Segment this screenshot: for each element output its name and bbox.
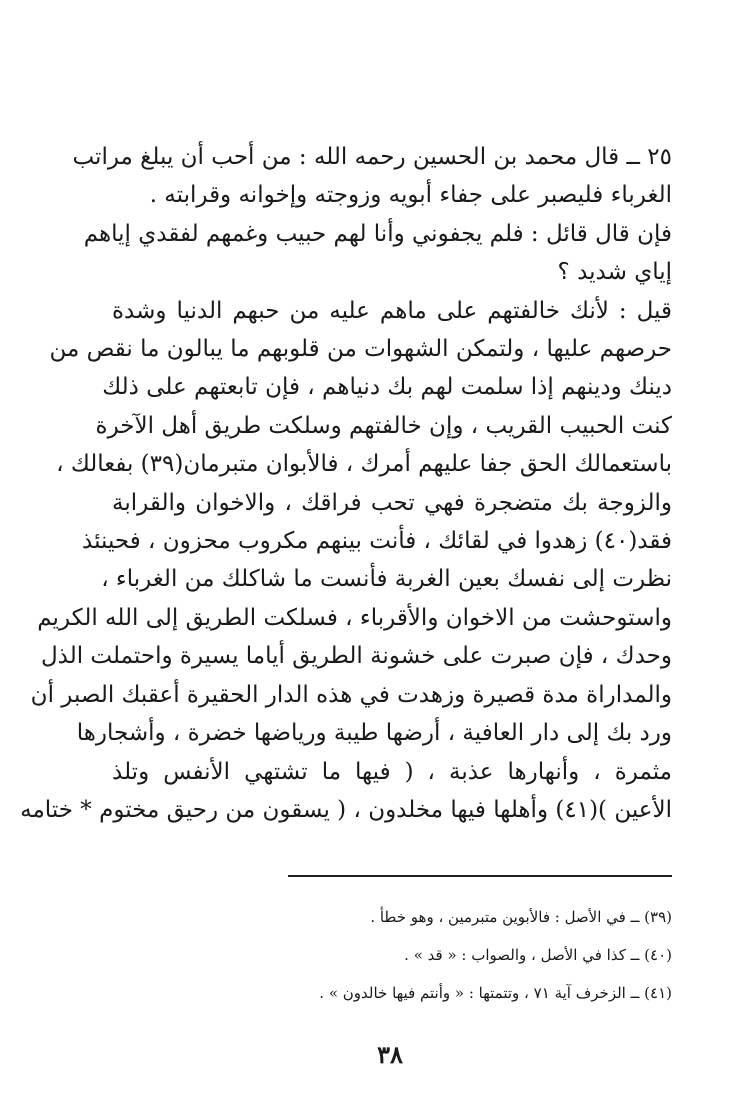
text-line-6: حرصهم عليها ، ولتمكن الشهوات من قلوبهم ما يبالون ما نقص من xyxy=(49,336,672,363)
footnote-40: (٤٠) ــ كذا في الأصل ، والصواب : « قد » . xyxy=(404,946,672,964)
text-line-8: كنت الحبيب القريب ، وإن خالفتهم وسلكت طريق أهل الآخرة xyxy=(95,412,672,439)
text-line-2: الغرباء فليصبر على جفاء أبويه وزوجته وإخوانه وقرابته . xyxy=(149,182,672,209)
text-line-12: نظرت إلى نفسك بعين الغربة فأنست ما شاكلك من الغرباء ، xyxy=(101,566,672,593)
footnote-divider xyxy=(288,875,672,877)
text-line-4: إياي شديد ؟ xyxy=(557,259,672,286)
text-line-11: فقد(٤٠) زهدوا في لقائك ، فأنت بينهم مكروب محزون ، فحينئذ xyxy=(82,528,672,555)
text-line-15: والمداراة مدة قصيرة وزهدت في هذه الدار الحقيرة أعقبك الصبر أن xyxy=(30,681,672,708)
footnote-39: (٣٩) ــ في الأصل : فالأبوين متبرمين ، وهو خطأ . xyxy=(370,908,672,926)
text-line-13: واستوحشت من الاخوان والأقرباء ، فسلكت الطريق إلى الله الكريم xyxy=(37,604,672,631)
text-line-9: باستعمالك الحق جفا عليهم أمرك ، فالأبوان متبرمان(٣٩) بفعالك ، xyxy=(56,451,672,478)
text-line-3: فإن قال قائل : فلم يجفوني وأنا لهم حبيب وغمهم لفقدي إياهم xyxy=(83,220,672,247)
main-text-block xyxy=(20,138,672,829)
text-line-18: الأعين )(٤١) وأهلها فيها مخلدون ، ( يسقون من رحيق مختوم * ختامه xyxy=(20,796,672,823)
text-line-16: ورد بك إلى دار العافية ، أرضها طيبة ورياضها خضرة ، وأشجارها xyxy=(76,720,672,747)
text-line-5: قيل : لأنك خالفتهم على ماهم عليه من حبهم الدنيا وشدة xyxy=(112,297,672,324)
text-line-14: وحدك ، فإن صبرت على خشونة الطريق أياما يسيرة واحتملت الذل xyxy=(40,643,672,670)
text-line-17: مثمرة ، وأنهارها عذبة ، ( فيها ما تشتهي الأنفس وتلذ xyxy=(112,758,672,785)
text-line-1: ٢٥ ــ قال محمد بن الحسين رحمه الله : من أحب أن يبلغ مراتب xyxy=(72,144,672,170)
page-number: ٣٨ xyxy=(377,1040,403,1069)
footnotes-block xyxy=(280,898,672,1012)
text-line-10: والزوجة بك متضجرة فهي تحب فراقك ، والاخوان والقرابة xyxy=(112,489,672,516)
footnote-41: (٤١) ــ الزخرف آية ٧١ ، وتتمتها : « وأنتم فيها خالدون » . xyxy=(319,984,672,1002)
text-line-7: دينك ودينهم إذا سلمت لهم بك دنياهم ، فإن تابعتهم على ذلك xyxy=(102,374,672,401)
